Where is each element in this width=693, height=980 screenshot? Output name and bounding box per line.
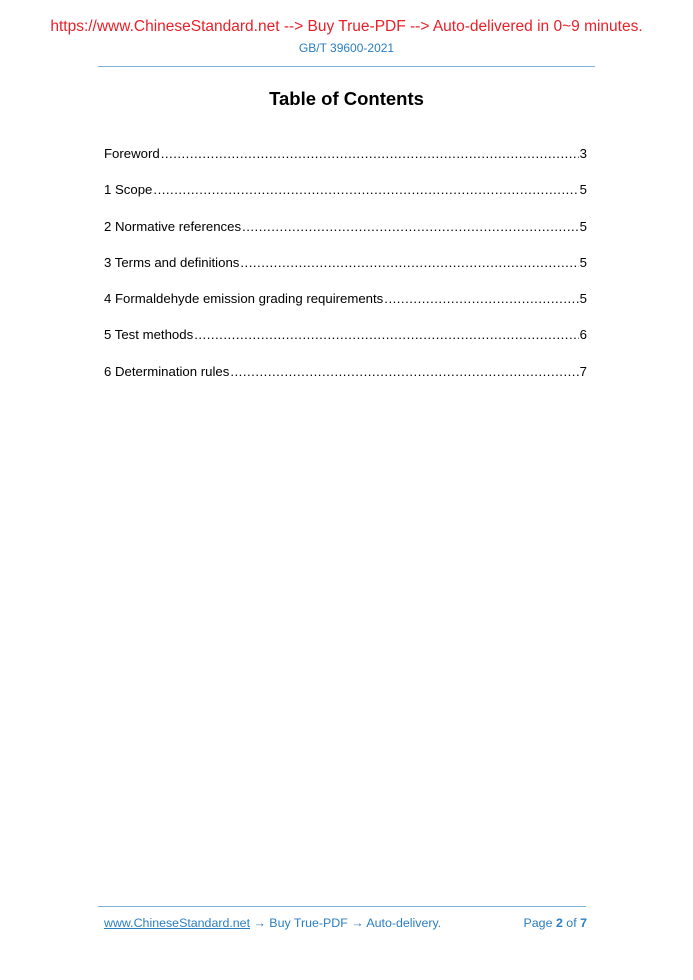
- toc-entry-label: 3 Terms and definitions: [104, 254, 240, 270]
- footer-tagline: → Buy True-PDF → Auto-delivery.: [250, 916, 442, 930]
- toc-leader-dots: [230, 364, 578, 380]
- footer-divider: [98, 906, 586, 907]
- header-divider: [98, 66, 595, 67]
- toc-leader-dots: [240, 255, 578, 271]
- toc-entry-test-methods[interactable]: [104, 327, 587, 363]
- toc-entry-label: Foreword: [104, 146, 160, 161]
- toc-leader-dots: [161, 146, 579, 162]
- toc-entry-page: 5: [579, 254, 587, 270]
- page-prefix: Page: [523, 916, 553, 930]
- toc-entry-page: 6: [579, 327, 587, 343]
- document-code: GB/T 39600-2021: [298, 41, 395, 55]
- toc-entry-page: 3: [579, 146, 587, 161]
- toc-entry-label: 1 Scope: [104, 182, 153, 198]
- toc-leader-dots: [242, 219, 579, 235]
- toc-entry-normative-references[interactable]: [104, 219, 587, 255]
- toc-list: [104, 146, 587, 400]
- toc-entry-grading-requirements[interactable]: [104, 291, 587, 327]
- toc-leader-dots: [153, 182, 578, 198]
- footer-site-link[interactable]: www.ChineseStandard.net: [104, 916, 251, 930]
- toc-leader-dots: [194, 327, 578, 343]
- toc-entry-page: 5: [579, 182, 587, 198]
- page-of: of: [566, 916, 577, 930]
- toc-entry-foreword[interactable]: [104, 146, 587, 182]
- toc-entry-page: 5: [579, 291, 587, 307]
- toc-leader-dots: [384, 291, 578, 307]
- toc-entry-scope[interactable]: [104, 182, 587, 218]
- toc-entry-label: 4 Formaldehyde emission grading requirements: [104, 291, 384, 307]
- toc-entry-determination-rules[interactable]: [104, 364, 587, 400]
- toc-entry-label: 5 Test methods: [104, 327, 194, 343]
- footer-promo: [104, 916, 441, 930]
- top-banner-link[interactable]: https://www.ChineseStandard.net --> Buy True-PDF --> Auto-delivered in 0~9 minutes.: [50, 18, 643, 35]
- toc-entry-page: 5: [579, 218, 587, 234]
- toc-title: Table of Contents: [269, 88, 424, 109]
- toc-entry-label: 6 Determination rules: [104, 363, 230, 379]
- page-total: 7: [580, 916, 587, 930]
- toc-entry-terms-and-definitions[interactable]: [104, 255, 587, 291]
- toc-entry-label: 2 Normative references: [104, 218, 242, 234]
- page-number: [524, 916, 587, 930]
- toc-entry-page: 7: [579, 363, 587, 379]
- page-current: 2: [555, 916, 563, 930]
